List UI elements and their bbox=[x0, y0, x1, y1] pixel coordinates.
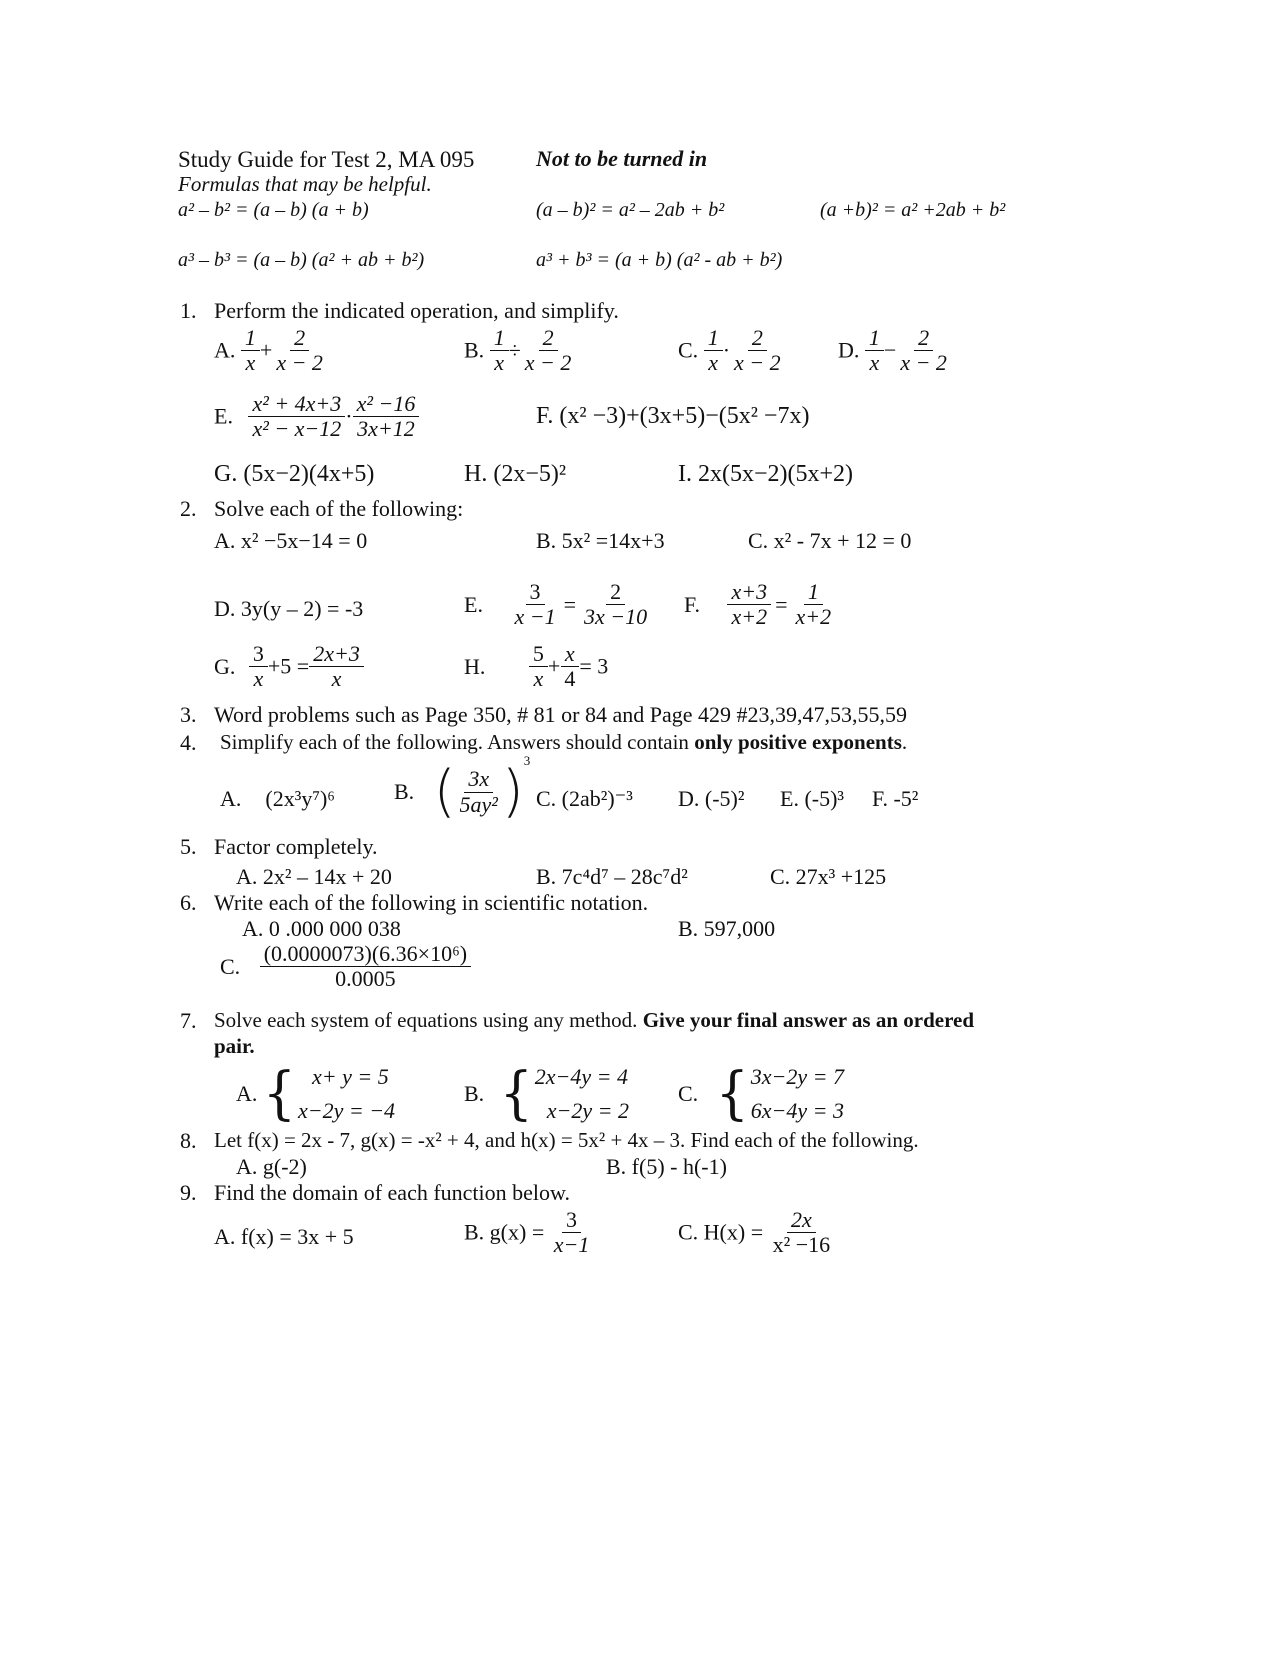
q7-number: 7. bbox=[180, 1008, 197, 1033]
q4-item-b: B. ( $\frac{3x}{\text{5ay²}}$ )$^3$ bbox=[394, 752, 531, 824]
q4-item-d: D. (-5)² bbox=[678, 786, 745, 811]
q1-instruction: Perform the indicated operation, and simplify. bbox=[214, 298, 619, 323]
q3-number: 3. bbox=[180, 702, 197, 727]
q2-item-e: E. $\frac{3}{x -1}$ = $\frac{2}{3x -10}$ bbox=[464, 579, 648, 630]
q5-item-a: A. 2x² – 14x + 20 bbox=[236, 864, 392, 889]
q9-item-c: C. H(x) = $\frac{2x}{\text{x² −16}}$ bbox=[678, 1207, 831, 1258]
q2-number: 2. bbox=[180, 496, 197, 521]
q1-item-i: I. 2x(5x−2)(5x+2) bbox=[678, 461, 854, 487]
q1-item-d: D. $\frac{1}{x}$ − $\frac{2}{x - 2}$ bbox=[838, 325, 947, 376]
page-title: Study Guide for Test 2, MA 095 bbox=[178, 147, 475, 172]
q6-item-b: B. 597,000 bbox=[678, 916, 776, 941]
formula-square-minus: (a – b)² = a² – 2ab + b² bbox=[536, 199, 725, 221]
q5-number: 5. bbox=[180, 834, 197, 859]
q8-text: Let f(x) = 2x - 7, g(x) = -x² + 4, and h(x) = 5x² + 4x – 3. Find each of the following. bbox=[214, 1128, 919, 1152]
formula-sum-cubes: a³ + b³ = (a + b) (a² - ab + b²) bbox=[536, 249, 783, 271]
q2-instruction: Solve each of the following: bbox=[214, 496, 464, 521]
q4-item-c: C. (2ab²)⁻³ bbox=[536, 786, 633, 811]
formula-square-plus: (a +b)² = a² +2ab + b² bbox=[820, 199, 1006, 221]
q2-item-d: D. 3y(y – 2) = -3 bbox=[214, 596, 364, 621]
q1-item-g: G. (5x−2)(4x+5) bbox=[214, 461, 375, 487]
formula-diff-squares: a² – b² = (a – b) (a + b) bbox=[178, 199, 369, 221]
q2-item-a: A. x² −5x−14 = 0 bbox=[214, 528, 368, 553]
q7-item-b: B. { 2x−4y = 4 x−2y = 2 bbox=[464, 1061, 630, 1128]
q1-item-b: B. $\frac{1}{x}$ ÷ $\frac{2}{x - 2}$ bbox=[464, 325, 572, 376]
q9-item-b: B. g(x) = $\frac{3}{x-1}$ bbox=[464, 1207, 590, 1258]
q4-number: 4. bbox=[180, 730, 197, 755]
q5-item-b: B. 7c⁴d⁷ – 28c⁷d² bbox=[536, 864, 688, 889]
q9-item-a: A. f(x) = 3x + 5 bbox=[214, 1224, 354, 1249]
q5-item-c: C. 27x³ +125 bbox=[770, 864, 887, 889]
q1-item-f: F. (x² −3)+(3x+5)−(5x² −7x) bbox=[536, 403, 810, 429]
q1-item-a: A. $\frac{1}{x}$ + $\frac{2}{x - 2}$ bbox=[214, 325, 323, 376]
formula-diff-cubes: a³ – b³ = (a – b) (a² + ab + b²) bbox=[178, 249, 425, 271]
formulas-intro: Formulas that may be helpful. bbox=[178, 172, 432, 196]
q7-item-c: C. { 3x−2y = 7 6x−4y = 3 bbox=[678, 1061, 845, 1128]
q1-item-h: H. (2x−5)² bbox=[464, 461, 567, 487]
q3-text: Word problems such as Page 350, # 81 or 84 and Page 429 #23,39,47,53,55,59 bbox=[214, 702, 907, 727]
q8-item-a: A. g(-2) bbox=[236, 1154, 307, 1179]
q1-item-c: C. $\frac{1}{x}$ · $\frac{2}{x - 2}$ bbox=[678, 325, 781, 376]
q4-item-e: E. (-5)³ bbox=[780, 786, 845, 811]
q2-item-g: G. $\frac{3}{x}$ +5 = $\frac{2x+3}{x}$ bbox=[214, 642, 364, 691]
q9-text: Find the domain of each function below. bbox=[214, 1180, 570, 1205]
q2-item-f: F. $\frac{x+3}{x+2}$ = $\frac{1}{x+2}$ bbox=[684, 579, 832, 630]
q1-item-e: E. $\frac{\text{x² + 4x+3}}{\text{x² − x−12}}$ · $\frac{\text{x² −16}}{3x+12}$ bbox=[214, 392, 419, 441]
q5-text: Factor completely. bbox=[214, 834, 378, 859]
q7-text-continued: pair. bbox=[214, 1034, 255, 1058]
q7-text: Solve each system of equations using any method. Give your final answer as an ordered bbox=[214, 1008, 975, 1032]
q6-item-a: A. 0 .000 000 038 bbox=[242, 916, 401, 941]
q2-item-b: B. 5x² =14x+3 bbox=[536, 528, 665, 553]
q6-item-c: C. $\frac{\text{(0.0000073)(6.36×10⁶)}}{0.0005}$ bbox=[220, 942, 471, 991]
q2-item-h: H. $\frac{5}{x}$ + $\frac{x}{4}$ = 3 bbox=[464, 641, 609, 692]
q1-number: 1. bbox=[180, 298, 197, 323]
q6-text: Write each of the following in scientific notation. bbox=[214, 890, 649, 915]
not-turned-in-note: Not to be turned in bbox=[536, 146, 708, 171]
q4-item-f: F. -5² bbox=[872, 786, 919, 811]
q7-item-a: A. { x+ y = 5 x−2y = −4 bbox=[236, 1061, 396, 1128]
q8-item-b: B. f(5) - h(-1) bbox=[606, 1154, 727, 1179]
q2-item-c: C. x² - 7x + 12 = 0 bbox=[748, 528, 912, 553]
q9-number: 9. bbox=[180, 1180, 197, 1205]
q4-text: Simplify each of the following. Answers should contain only positive exponents. bbox=[220, 730, 908, 754]
q4-item-a: A. (2x³y⁷)⁶ bbox=[220, 786, 335, 811]
q8-number: 8. bbox=[180, 1128, 197, 1153]
q6-number: 6. bbox=[180, 890, 197, 915]
